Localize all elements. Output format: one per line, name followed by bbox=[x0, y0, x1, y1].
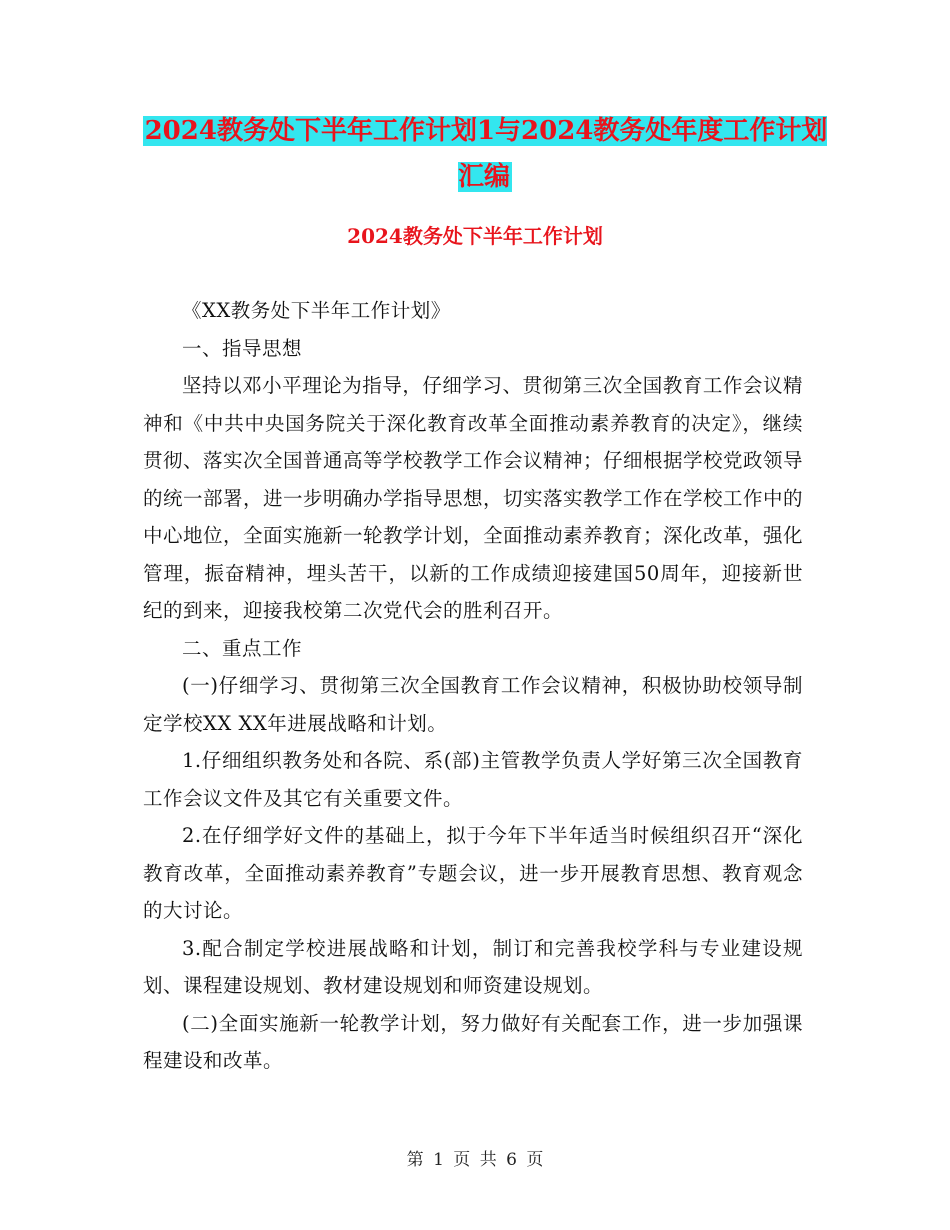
page-footer: 第 1 页 共 6 页 bbox=[406, 1150, 544, 1170]
paragraph: 一、指导思想 bbox=[182, 336, 303, 360]
paragraph: 1.仔细组织教务处和各院、系(部)主管教学负责人学好第三次全国教育工作会议文件及其它有关重要文件。 bbox=[143, 749, 803, 810]
paragraph: 坚持以邓小平理论为指导，仔细学习、贯彻第三次全国教育工作会议精神和《中共中央国务院关于深化教育改革全面推动素养教育的决定》，继续贯彻、落实次全国普通高等学校教学工作会议精神；仔细根据学校党政领导的统一部署，进一步明确办学指导思想，切实落实教学工作在学校工作中的中心地位，全面实施新一轮教学计划，全面推动素养教育；深化改革，强化管理，振奋精神，埋头苦干，以新的工作成绩迎接建国50周年，迎接新世纪的到来，迎接我校第二次党代会的胜利召开。 bbox=[143, 374, 804, 622]
paragraph: (二)全面实施新一轮教学计划，努力做好有关配套工作，进一步加强课程建设和改革。 bbox=[143, 1011, 803, 1072]
paragraph: 2.在仔细学好文件的基础上，拟于今年下半年适当时候组织召开“深化教育改革，全面推动素养教育”专题会议，进一步开展教育思想、教育观念的大讨论。 bbox=[143, 824, 803, 922]
section-title: 2024教务处下半年工作计划 bbox=[347, 224, 603, 248]
paragraph: 3.配合制定学校进展战略和计划，制订和完善我校学科与专业建设规划、课程建设规划、教材建设规划和师资建设规划。 bbox=[143, 936, 803, 997]
document-title-text: 2024教务处下半年工作计划1与2024教务处年度工作计划汇编 bbox=[144, 116, 828, 192]
paragraph: 《XX教务处下半年工作计划》 bbox=[182, 299, 451, 322]
document-body bbox=[143, 292, 803, 1080]
document-title bbox=[140, 108, 830, 200]
paragraph: (一)仔细学习、贯彻第三次全国教育工作会议精神，积极协助校领导制定学校XX XX年进展战略和计划。 bbox=[143, 674, 803, 735]
paragraph: 二、重点工作 bbox=[182, 636, 303, 660]
